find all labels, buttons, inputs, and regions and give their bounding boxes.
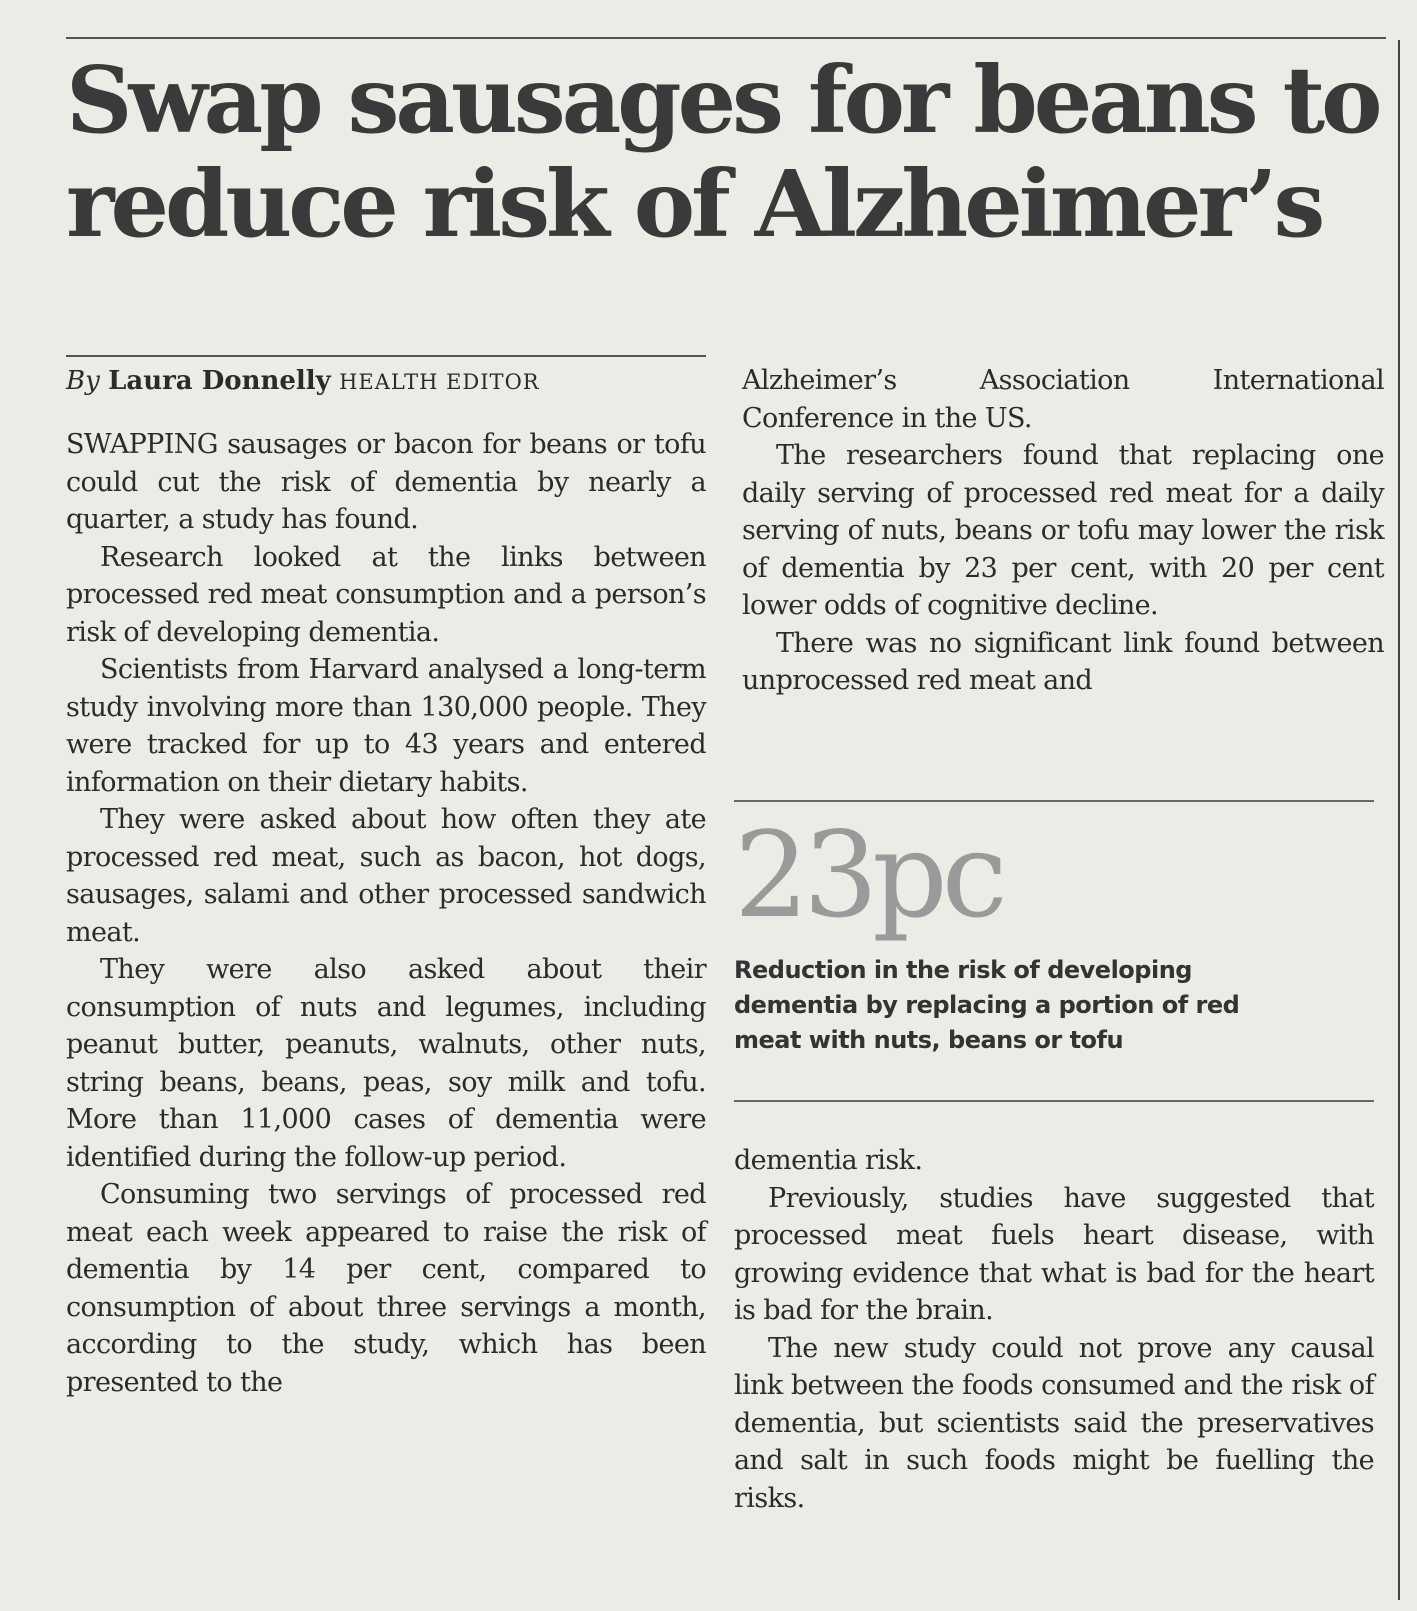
byline-role: HEALTH EDITOR [339, 370, 540, 394]
paragraph: Consuming two servings of processed red meat each week appeared to raise the risk of dementia by 14 per cent, compared to consumption of about three servings a month, according to the study, which has been presented to the [66, 1179, 706, 1398]
byline-by: By [66, 366, 100, 396]
stat-caption: Reduction in the risk of developing dementia by replacing a portion of red meat with nuts, beans or tofu [734, 956, 1240, 1054]
stat-box-bottom-rule [734, 1100, 1374, 1102]
byline-author: Laura Donnelly [108, 366, 331, 396]
paragraph: Research looked at the links between processed red meat consumption and a person’s risk of developing dementia. [66, 541, 706, 648]
column-divider-right [1398, 40, 1400, 1600]
paragraph: They were also asked about their consumption of nuts and legumes, including peanut butter, peanuts, walnuts, other nuts, string beans, beans, peas, soy milk and tofu. More than 11,000 cases of dementia were identified during the follow-up period. [66, 954, 706, 1173]
article-column-right-bottom [734, 1142, 1374, 1517]
stat-box-top-rule [734, 800, 1374, 802]
paragraph: The new study could not prove any causal link between the foods consumed and the risk of dementia, but scientists said the preservatives and salt in such foods might be fuelling the risks. [734, 1332, 1374, 1514]
headline: Swap sausages for beans to reduce risk of Alzheimer’s [66, 46, 1379, 258]
paragraph: Scientists from Harvard analysed a long-term study involving more than 130,000 people. They were tracked for up to 43 years and entered information on their dietary habits. [66, 654, 706, 798]
paragraph: SWAPPING sausages or bacon for beans or tofu could cut the risk of dementia by nearly a quarter, a study has found. [66, 429, 706, 535]
byline [66, 363, 706, 400]
top-rule [66, 37, 1386, 39]
article-column-right-top [742, 362, 1384, 700]
paragraph: There was no significant link found between unprocessed red meat and [742, 627, 1384, 696]
paragraph: Previously, studies have suggested that processed meat fuels heart disease, with growing evidence that what is bad for the heart is bad for the brain. [734, 1182, 1374, 1326]
paragraph: The researchers found that replacing one daily serving of processed red meat for a daily serving of nuts, beans or tofu may lower the risk of dementia by 23 per cent, with 20 per cent lower odds of cognitive decline. [742, 440, 1384, 621]
article-column-left [66, 426, 706, 1401]
byline-rule [66, 355, 706, 357]
stat-number: 23pc [734, 806, 1002, 944]
paragraph: Alzheimer’s Association International Conference in the US. [742, 365, 1384, 434]
paragraph: They were asked about how often they ate processed red meat, such as bacon, hot dogs, sausages, salami and other processed sandwich meat. [66, 804, 706, 948]
paragraph: dementia risk. [734, 1145, 923, 1176]
